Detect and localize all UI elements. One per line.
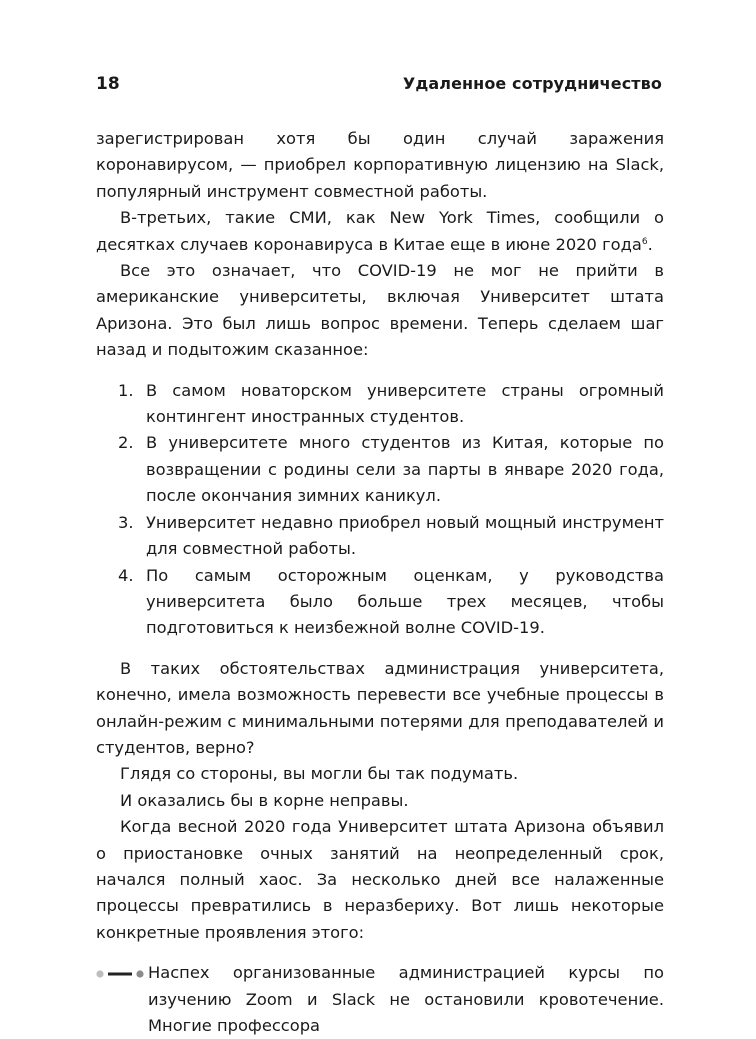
running-title: Удаленное сотрудничество [402, 74, 662, 93]
paragraph-chaos: Когда весной 2020 года Университет штата Аризона объявил о приостановке очных занятий на неопределенный срок, начался полный хаос. За несколько дней все налаженные процессы превратились в неразбериху. Вот лишь некоторые конкретные проявления этого: [96, 817, 664, 942]
list-number: 4. [118, 565, 134, 585]
dot-line-dot-bullet-icon [96, 970, 146, 978]
page-number: 18 [96, 74, 120, 94]
spacer [96, 364, 664, 378]
page-header [96, 74, 662, 100]
list-number: 1. [118, 380, 134, 400]
list-number: 2. [118, 433, 134, 453]
spacer [96, 946, 664, 960]
paragraph-circumstances: В таких обстоятельствах администрация университета, конечно, имела возможность перевести все учебные процессы в онлайн-режим с минимальными потерями для преподавателей и студентов, верно? [96, 658, 664, 757]
spacer [96, 642, 664, 656]
list-number: 3. [118, 512, 134, 532]
list-item: 2. В университете много студентов из Китая, которые по возвращении с родины сели за парты в январе 2020 года, после окончания зимних каникул. [96, 430, 664, 509]
footnote-ref[interactable]: 6 [641, 236, 648, 247]
numbered-list [96, 378, 664, 642]
paragraph-media-reports: В-третьих, такие СМИ, как New York Times, сообщили о десятках случаев коронавируса в Китае еще в июне 2020 года$^6$. [96, 208, 664, 254]
bullet-list-item: Наспех организованные администрацией курсы по изучению Zoom и Slack не остановили кровотечение. Многие профессора [96, 960, 664, 1039]
list-item: 1. В самом новаторском университете страны огромный контингент иностранных студентов. [96, 378, 664, 431]
paragraph-summary-intro: Все это означает, что COVID-19 не мог не прийти в американские университеты, включая Университет штата Аризона. Это был лишь вопрос времени. Теперь сделаем шаг назад и подытожим сказанное: [96, 261, 664, 360]
body-text [96, 126, 664, 1039]
paragraph-wrong: И оказались бы в корне неправы. [120, 790, 409, 810]
list-item: 4. По самым осторожным оценкам, у руководства университета было больше трех месяцев, чтобы подготовиться к неизбежной волне COVID-19. [96, 563, 664, 642]
paragraph-continuation: зарегистрирован хотя бы один случай заражения коронавирусом, — приобрел корпоративную лицензию на Slack, популярный инструмент совместной работы. [96, 129, 664, 201]
paragraph-looking-aside: Глядя со стороны, вы могли бы так подумать. [120, 764, 519, 784]
list-item: 3. Университет недавно приобрел новый мощный инструмент для совместной работы. [96, 510, 664, 563]
